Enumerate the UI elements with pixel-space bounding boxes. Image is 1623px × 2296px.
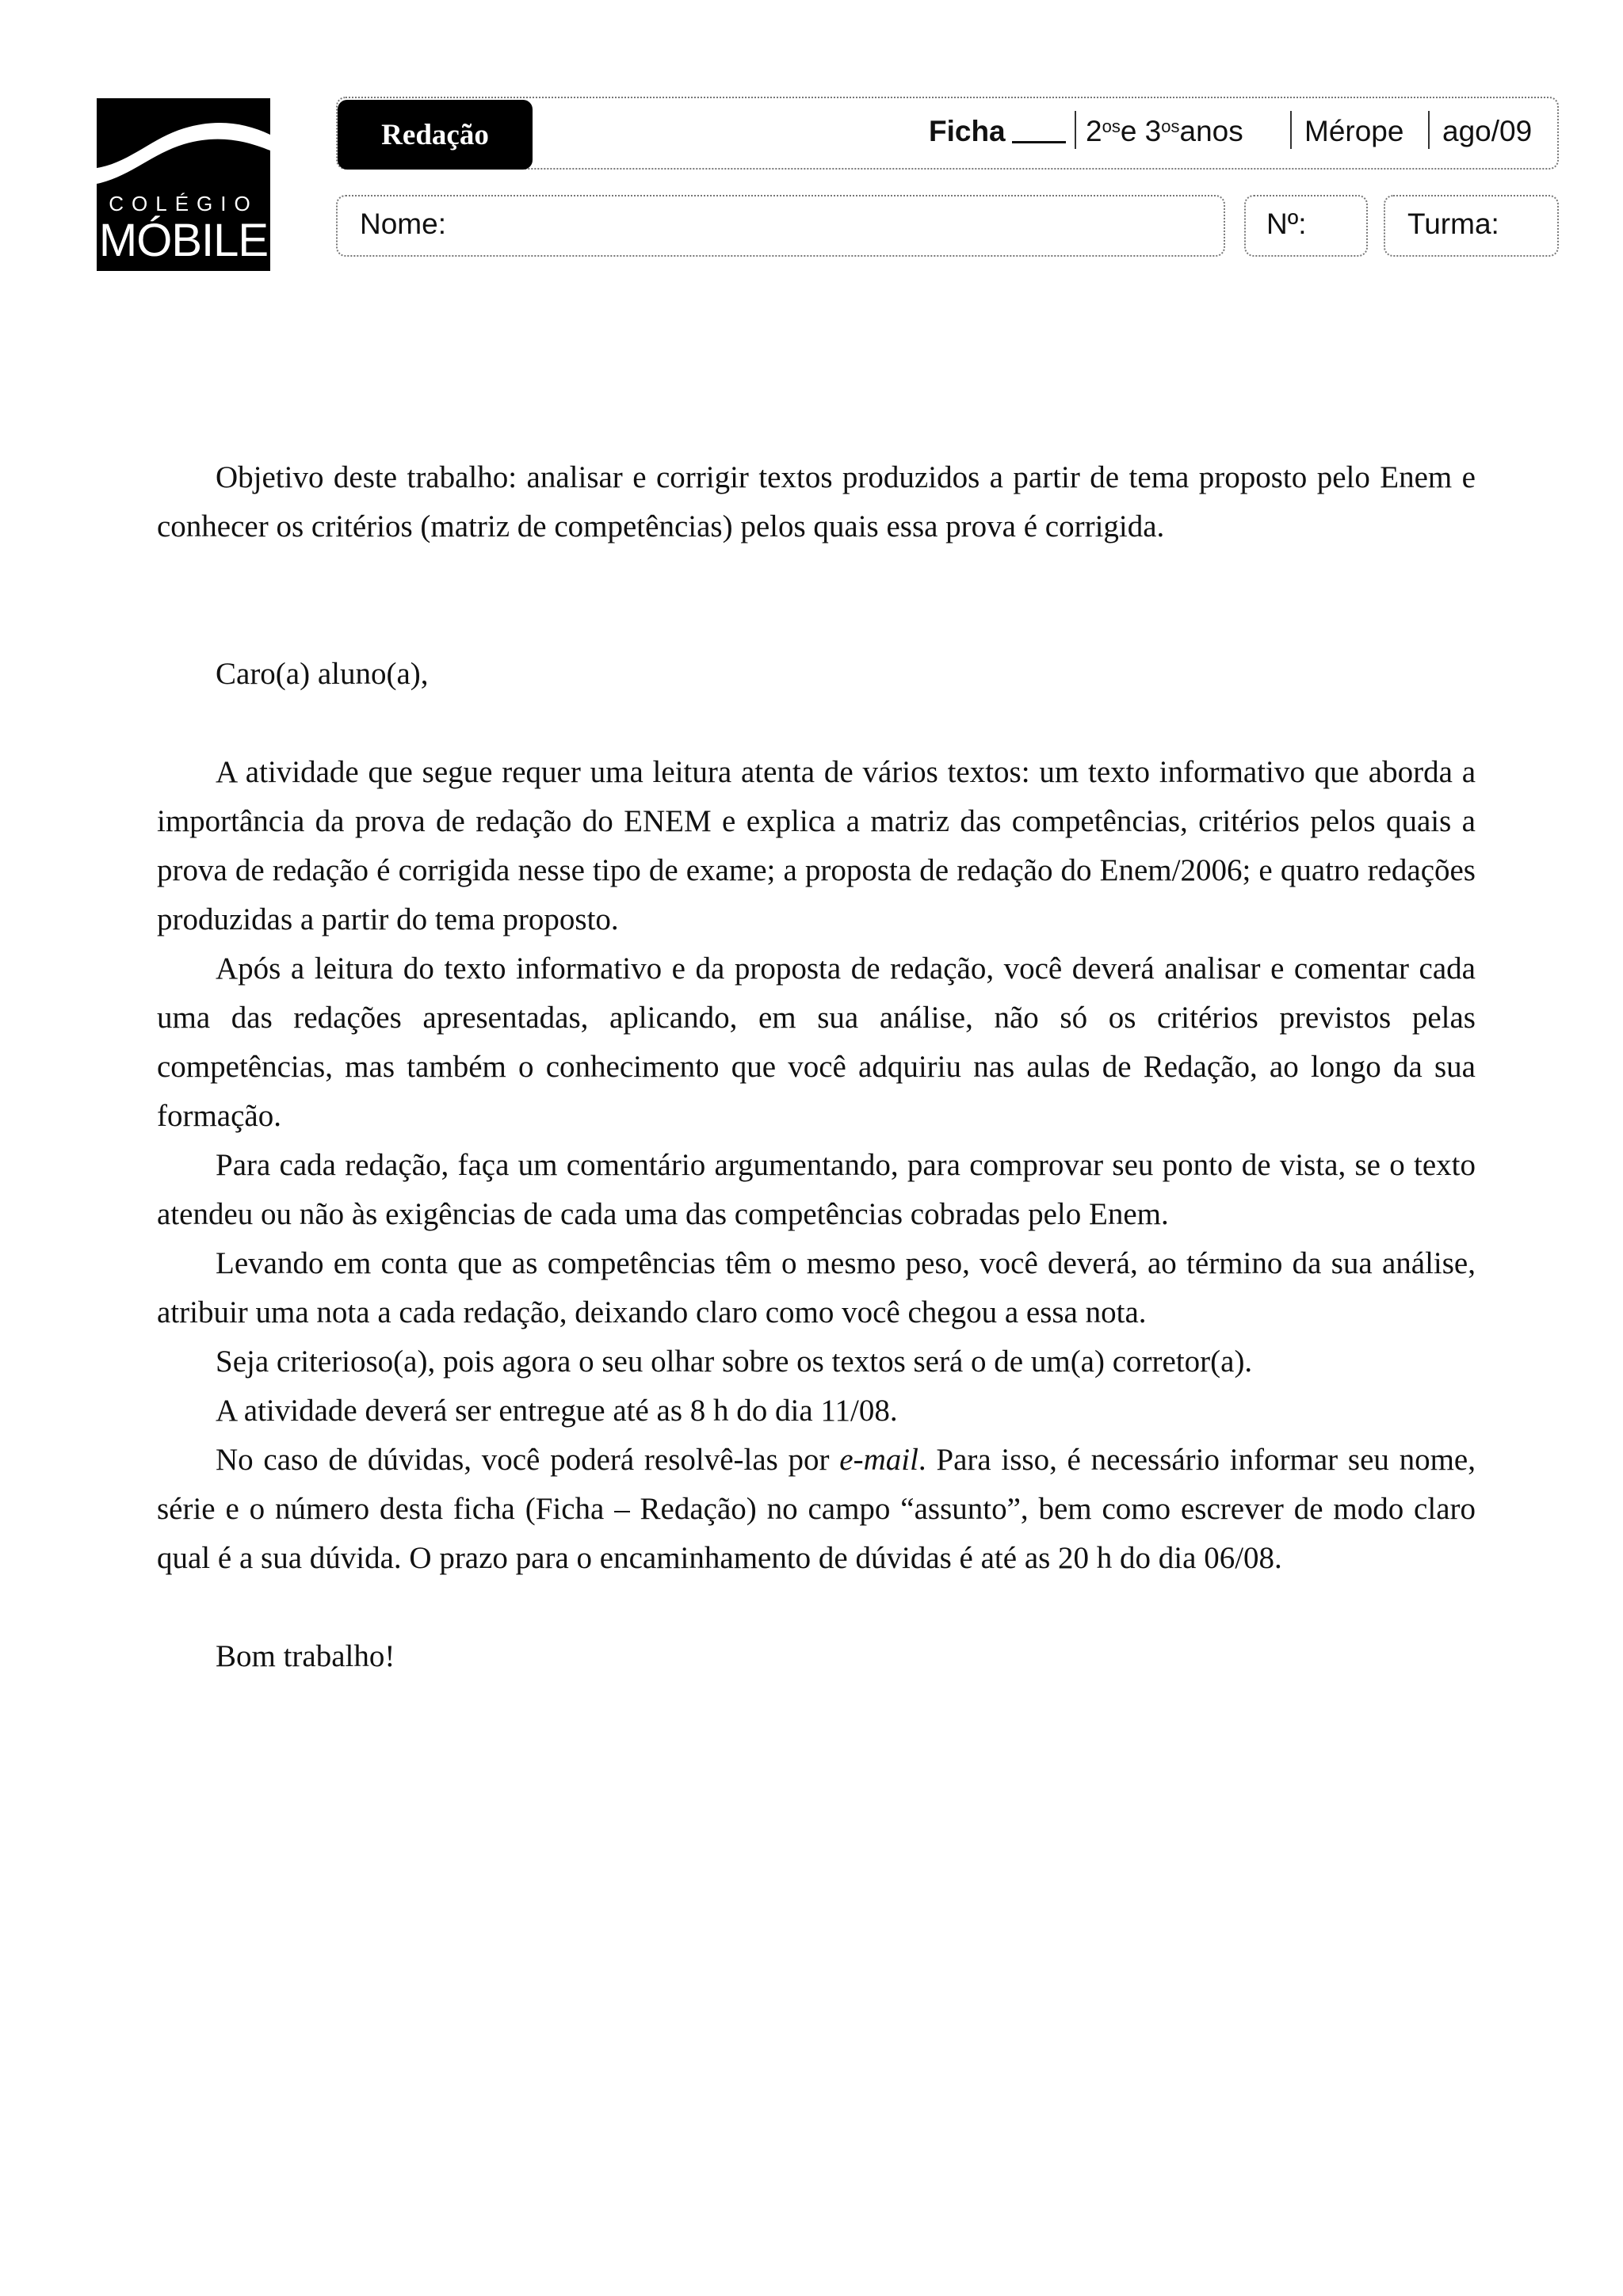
logo-text-colegio: COLÉGIO bbox=[109, 192, 258, 215]
paragraph-2: Após a leitura do texto informativo e da proposta de redação, você deverá analisar e comentar cada uma das redações apresentadas, aplicando, em sua análise, não só os critérios previstos pelas competências, mas também o conhecimento que você adquiriu nas aulas de Redação, ao longo da sua formação. bbox=[157, 952, 1476, 1133]
paragraph-7-end: . Para isso, é necessário informar seu nome, série e o número desta ficha (Ficha – Redação) no campo “assunto”, bem como escrever de modo claro qual é a sua dúvida. O prazo para o encaminhamento de dúvidas é até as 20 h do dia 06/08. bbox=[157, 1443, 1476, 1575]
school-logo bbox=[97, 98, 270, 271]
ficha-number-blank[interactable] bbox=[1012, 120, 1066, 143]
header-divider bbox=[1290, 111, 1292, 149]
paragraph-1: A atividade que segue requer uma leitura atenta de vários textos: um texto informativo que aborda a importância da prova de redação do ENEM e explica a matriz das competências, critérios pelos quais a prova de redação é corrigida nesse tipo de exame; a proposta de redação do Enem/2006; e quatro redações produzidas a partir do tema proposto. bbox=[157, 755, 1476, 936]
paragraph-7 bbox=[157, 1436, 1476, 1583]
ficha-text: Ficha bbox=[929, 115, 1006, 147]
turma-label: Turma: bbox=[1407, 208, 1499, 240]
greeting: Caro(a) aluno(a), bbox=[216, 657, 429, 691]
closing: Bom trabalho! bbox=[216, 1639, 395, 1673]
grade-years bbox=[1086, 108, 1243, 155]
paragraph-4: Levando em conta que as competências têm o mesmo peso, você deverá, ao término da sua análise, atribuir uma nota a cada redação, deixando claro como você chegou a essa nota. bbox=[157, 1246, 1476, 1329]
number-label: Nº: bbox=[1266, 208, 1307, 240]
email-term: e-mail bbox=[839, 1443, 918, 1477]
objective-paragraph: Objetivo deste trabalho: analisar e corrigir textos produzidos a partir de tema proposto pelo Enem e conhecer os critérios (matriz de competências) pelos quais essa prova é corrigida. bbox=[157, 460, 1476, 543]
name-field[interactable] bbox=[336, 195, 1225, 257]
grade-suffix-1: os bbox=[1102, 116, 1121, 136]
grade-year-2: e 3 bbox=[1120, 115, 1162, 147]
issue-date: ago/09 bbox=[1442, 115, 1533, 147]
grade-suffix-2: os bbox=[1161, 116, 1180, 136]
document-body bbox=[157, 453, 1476, 1681]
paragraph-6: A atividade deverá ser entregue até as 8 h do dia 11/08. bbox=[216, 1394, 898, 1428]
name-label: Nome: bbox=[360, 208, 446, 240]
grade-years-word: anos bbox=[1179, 115, 1243, 147]
header-divider bbox=[1075, 111, 1076, 149]
logo-text-mobile: MÓBILE bbox=[98, 215, 269, 266]
grade-year-1: 2 bbox=[1086, 115, 1102, 147]
paragraph-7-start: No caso de dúvidas, você poderá resolvê-las por bbox=[216, 1443, 840, 1477]
paragraph-5: Seja criterioso(a), pois agora o seu olhar sobre os textos será o de um(a) corretor(a). bbox=[216, 1344, 1253, 1379]
header-divider bbox=[1428, 111, 1430, 149]
class-name: Mérope bbox=[1304, 115, 1404, 147]
paragraph-3: Para cada redação, faça um comentário argumentando, para comprovar seu ponto de vista, se o texto atendeu ou não às exigências de cada uma das competências cobradas pelo Enem. bbox=[157, 1148, 1476, 1231]
ficha-label bbox=[929, 108, 1066, 155]
subject-tab: Redação bbox=[338, 100, 533, 170]
